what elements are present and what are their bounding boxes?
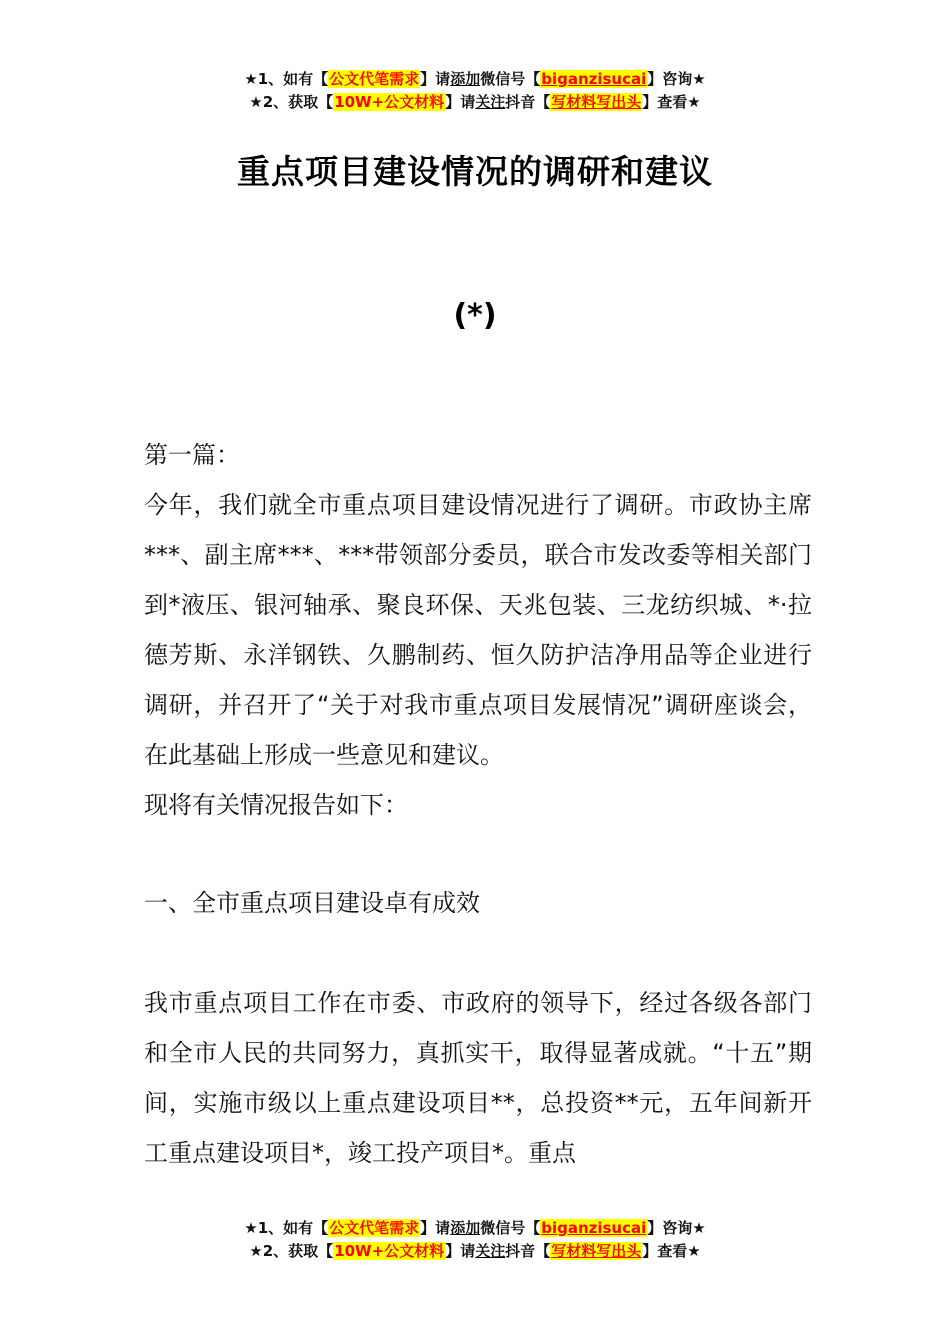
wechat-id-highlight: biganzisucai (541, 1219, 647, 1237)
section-heading: 一、全市重点项目建设卓有成效 (144, 889, 480, 917)
section-heading-block (144, 878, 812, 928)
promo-line-2 (0, 1240, 950, 1263)
promo-line-1 (0, 1217, 950, 1240)
promo-emphasis: 添加 (450, 70, 481, 88)
document-title: 重点项目建设情况的调研和建议 (237, 152, 713, 191)
promo-line-1 (0, 68, 950, 91)
section-paragraph: 我市重点项目工作在市委、市政府的领导下，经过各级各部门和全市人民的共同努力，真抓实干，取得显著成就。“十五”期间，实施市级以上重点建设项目**，总投资**元，五年间新开工重点建设项目*，竣工投产项目*。重点 (144, 989, 812, 1167)
promo-banner-bottom (0, 1217, 950, 1263)
intro-section (144, 430, 812, 830)
promo-line-2 (0, 91, 950, 114)
promo-text: 】咨询★ (647, 1219, 706, 1237)
promo-text: 】请 (445, 1242, 476, 1260)
promo-text: 】咨询★ (647, 70, 706, 88)
promo-text: 】请 (420, 1219, 451, 1237)
promo-highlight: 公文代笔需求 (329, 70, 420, 88)
promo-text: ★2、获取【 (249, 1242, 334, 1260)
promo-text: 】请 (445, 93, 476, 111)
promo-emphasis: 关注 (475, 93, 506, 111)
promo-text: 抖音【 (505, 93, 551, 111)
promo-text: 】查看★ (642, 1242, 701, 1260)
promo-text: 】查看★ (642, 93, 701, 111)
promo-text: ★1、如有【 (244, 70, 329, 88)
wechat-id-highlight: biganzisucai (541, 70, 647, 88)
promo-text: ★2、获取【 (249, 93, 334, 111)
promo-text: 微信号【 (480, 1219, 541, 1237)
promo-banner-top (0, 68, 950, 114)
promo-text: 微信号【 (480, 70, 541, 88)
promo-text: 抖音【 (505, 1242, 551, 1260)
douyin-id-highlight: 写材料写出头 (551, 93, 642, 111)
part-label: 第一篇： (144, 441, 240, 469)
promo-emphasis: 关注 (475, 1242, 506, 1260)
intro-closing: 现将有关情况报告如下： (144, 791, 408, 819)
promo-highlight: 10W+公文材料 (334, 93, 445, 111)
section-body (144, 978, 812, 1178)
douyin-id-highlight: 写材料写出头 (551, 1242, 642, 1260)
promo-text: ★1、如有【 (244, 1219, 329, 1237)
document-subtitle: (*) (453, 298, 497, 333)
promo-highlight: 公文代笔需求 (329, 1219, 420, 1237)
promo-emphasis: 添加 (450, 1219, 481, 1237)
promo-text: 】请 (420, 70, 451, 88)
promo-highlight: 10W+公文材料 (334, 1242, 445, 1260)
intro-paragraph: 今年，我们就全市重点项目建设情况进行了调研。市政协主席***、副主席***、***带领部分委员，联合市发改委等相关部门到*液压、银河轴承、聚良环保、天兆包装、三龙纺织城、*·拉德芳斯、永洋钢铁、久鹏制药、恒久防护洁净用品等企业进行调研，并召开了“关于对我市重点项目发展情况”调研座谈会，在此基础上形成一些意见和建议。 (144, 491, 812, 769)
